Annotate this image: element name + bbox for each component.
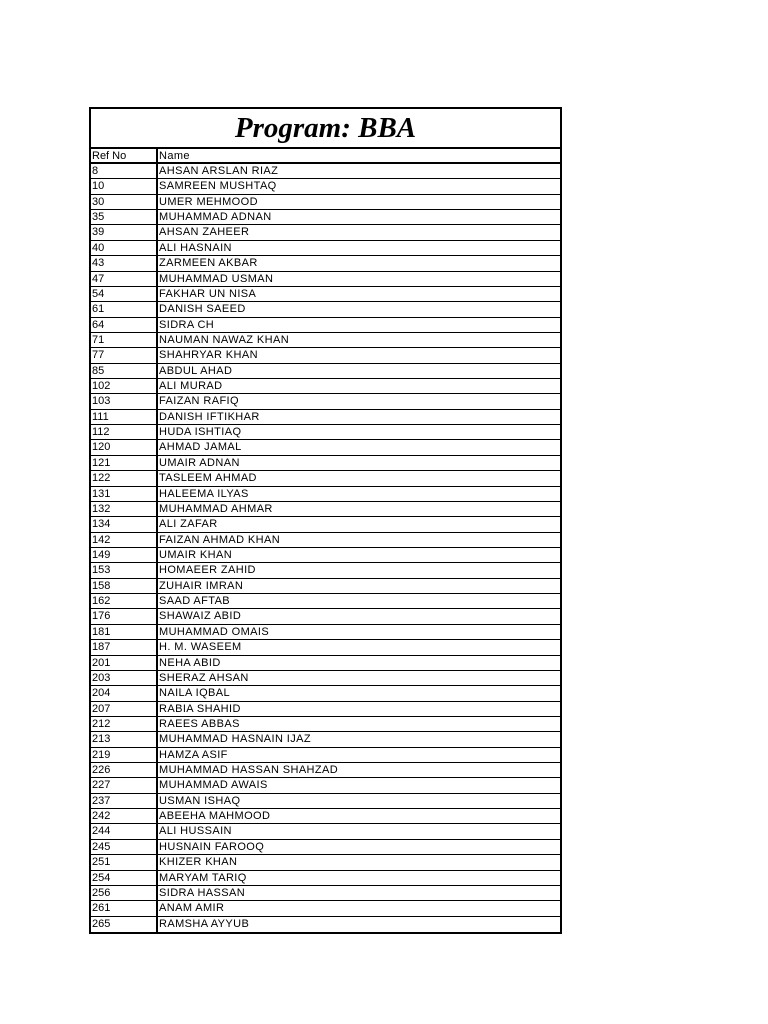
name-cell: AHSAN ZAHEER — [159, 226, 250, 239]
name-cell: MUHAMMAD HASNAIN IJAZ — [159, 733, 312, 746]
name-cell: SAAD AFTAB — [159, 595, 231, 608]
ref-no-cell: 131 — [91, 487, 158, 501]
ref-no-cell: 162 — [91, 594, 158, 608]
table-row — [91, 195, 560, 210]
table-row — [91, 855, 560, 870]
table-row — [91, 809, 560, 824]
ref-no-cell: 244 — [91, 824, 158, 838]
ref-no-cell: 120 — [91, 440, 158, 454]
name-cell: UMAIR ADNAN — [159, 456, 240, 469]
ref-no-cell: 71 — [91, 333, 158, 347]
ref-no-cell: 227 — [91, 778, 158, 792]
ref-no-cell: 121 — [91, 456, 158, 470]
table-row — [91, 502, 560, 517]
table-row — [91, 256, 560, 271]
name-cell: NAILA IQBAL — [159, 687, 231, 700]
name-cell: MUHAMMAD ADNAN — [159, 211, 272, 224]
name-cell: KHIZER KHAN — [159, 856, 238, 869]
ref-no-cell: 40 — [91, 241, 158, 255]
table-row — [91, 348, 560, 363]
ref-no-cell: 39 — [91, 225, 158, 239]
name-cell: AHSAN ARSLAN RIAZ — [159, 165, 279, 177]
ref-no-cell: 181 — [91, 625, 158, 639]
ref-no-cell: 251 — [91, 855, 158, 869]
table-row — [91, 379, 560, 394]
ref-no-cell: 77 — [91, 348, 158, 362]
table-row — [91, 364, 560, 379]
table-row — [91, 394, 560, 409]
ref-no-cell: 142 — [91, 533, 158, 547]
ref-no-cell: 158 — [91, 579, 158, 593]
table-row — [91, 640, 560, 655]
name-cell: MUHAMMAD HASSAN SHAHZAD — [159, 764, 339, 777]
name-cell: FAIZAN AHMAD KHAN — [159, 533, 281, 546]
name-cell: AHMAD JAMAL — [159, 441, 242, 454]
table-row — [91, 179, 560, 194]
ref-no-cell: 149 — [91, 548, 158, 562]
ref-no-cell: 134 — [91, 517, 158, 531]
ref-no-cell: 122 — [91, 471, 158, 485]
table-row — [91, 487, 560, 502]
ref-no-cell: 10 — [91, 179, 158, 193]
table-row — [91, 609, 560, 624]
table-row — [91, 579, 560, 594]
ref-no-cell: 245 — [91, 840, 158, 854]
table-row — [91, 471, 560, 486]
name-cell: SHERAZ AHSAN — [159, 671, 249, 684]
name-cell: ANAM AMIR — [159, 902, 225, 915]
ref-no-cell: 103 — [91, 394, 158, 408]
table-row — [91, 671, 560, 686]
ref-no-cell: 201 — [91, 656, 158, 670]
ref-no-cell: 61 — [91, 302, 158, 316]
name-cell: RABIA SHAHID — [159, 702, 241, 715]
name-cell: ALI HASNAIN — [159, 241, 232, 254]
table-row — [91, 717, 560, 732]
table-row — [91, 702, 560, 717]
name-cell: ALI MURAD — [159, 380, 223, 393]
table-row — [91, 302, 560, 317]
name-cell: SAMREEN MUSHTAQ — [159, 180, 277, 193]
name-cell: SHAHRYAR KHAN — [159, 349, 258, 362]
name-cell: NEHA ABID — [159, 656, 221, 669]
name-cell: MUHAMMAD AWAIS — [159, 779, 268, 792]
table-row — [91, 563, 560, 578]
name-cell: HUSNAIN FAROOQ — [159, 840, 265, 853]
table-row — [91, 533, 560, 548]
name-cell: ABDUL AHAD — [159, 364, 233, 377]
ref-no-cell: 35 — [91, 210, 158, 224]
name-cell: MUHAMMAD AHMAR — [159, 502, 273, 515]
table-row — [91, 686, 560, 701]
name-cell: UMAIR KHAN — [159, 548, 233, 561]
table-row — [91, 917, 560, 932]
ref-no-cell: 254 — [91, 871, 158, 885]
name-cell: H. M. WASEEM — [159, 641, 242, 654]
name-cell: SHAWAIZ ABID — [159, 610, 242, 623]
name-cell: RAEES ABBAS — [159, 717, 240, 730]
ref-no-cell: 132 — [91, 502, 158, 516]
name-cell: FAIZAN RAFIQ — [159, 395, 239, 408]
name-cell: ABEEHA MAHMOOD — [159, 810, 271, 823]
ref-no-cell: 219 — [91, 748, 158, 762]
table-row — [91, 594, 560, 609]
name-cell: ALI HUSSAIN — [159, 825, 232, 838]
page-title: Program: BBA — [91, 109, 560, 149]
ref-no-cell: 47 — [91, 272, 158, 286]
name-cell: TASLEEM AHMAD — [159, 472, 257, 485]
table-row — [91, 287, 560, 302]
ref-no-cell: 261 — [91, 901, 158, 915]
table-row — [91, 440, 560, 455]
name-cell: SIDRA HASSAN — [159, 886, 246, 899]
name-cell: UMER MEHMOOD — [159, 195, 258, 208]
table-row — [91, 548, 560, 563]
ref-no-cell: 8 — [91, 164, 158, 178]
ref-no-cell: 265 — [91, 917, 158, 932]
table-row — [91, 625, 560, 640]
name-cell: NAUMAN NAWAZ KHAN — [159, 333, 290, 346]
table-row — [91, 748, 560, 763]
ref-no-cell: 256 — [91, 886, 158, 900]
table-row — [91, 318, 560, 333]
table-row — [91, 763, 560, 778]
name-cell: MUHAMMAD OMAIS — [159, 625, 270, 638]
table-row — [91, 410, 560, 425]
ref-no-cell: 226 — [91, 763, 158, 777]
name-cell: MUHAMMAD USMAN — [159, 272, 274, 285]
ref-no-cell: 212 — [91, 717, 158, 731]
name-cell: ALI ZAFAR — [159, 518, 218, 531]
ref-no-cell: 237 — [91, 794, 158, 808]
ref-no-cell: 85 — [91, 364, 158, 378]
column-header-name: Name — [159, 150, 190, 162]
name-cell: HAMZA ASIF — [159, 748, 228, 761]
name-cell: FAKHAR UN NISA — [159, 287, 257, 300]
name-cell: HALEEMA ILYAS — [159, 487, 249, 500]
table-row — [91, 732, 560, 747]
table-row — [91, 778, 560, 793]
ref-no-cell: 54 — [91, 287, 158, 301]
table-body — [91, 164, 560, 932]
ref-no-cell: 111 — [91, 410, 158, 424]
name-cell: DANISH SAEED — [159, 303, 246, 316]
table-row — [91, 517, 560, 532]
ref-no-cell: 176 — [91, 609, 158, 623]
table-header-row — [91, 149, 560, 164]
ref-no-cell: 207 — [91, 702, 158, 716]
table-row — [91, 225, 560, 240]
table-row — [91, 272, 560, 287]
table-row — [91, 164, 560, 179]
table-row — [91, 425, 560, 440]
ref-no-cell: 43 — [91, 256, 158, 270]
name-cell: ZUHAIR IMRAN — [159, 579, 244, 592]
name-cell: HUDA ISHTIAQ — [159, 426, 242, 439]
ref-no-cell: 204 — [91, 686, 158, 700]
name-cell: ZARMEEN AKBAR — [159, 257, 258, 270]
table-row — [91, 886, 560, 901]
table-row — [91, 871, 560, 886]
ref-no-cell: 153 — [91, 563, 158, 577]
table-row — [91, 656, 560, 671]
column-header-ref-no: Ref No — [91, 149, 158, 162]
name-cell: MARYAM TARIQ — [159, 871, 247, 884]
table-row — [91, 901, 560, 916]
ref-no-cell: 64 — [91, 318, 158, 332]
ref-no-cell: 30 — [91, 195, 158, 209]
table-row — [91, 794, 560, 809]
ref-no-cell: 242 — [91, 809, 158, 823]
name-cell: DANISH IFTIKHAR — [159, 410, 260, 423]
ref-no-cell: 213 — [91, 732, 158, 746]
student-table — [89, 107, 562, 934]
name-cell: SIDRA CH — [159, 318, 215, 331]
ref-no-cell: 187 — [91, 640, 158, 654]
ref-no-cell: 203 — [91, 671, 158, 685]
table-row — [91, 241, 560, 256]
table-row — [91, 333, 560, 348]
ref-no-cell: 112 — [91, 425, 158, 439]
table-row — [91, 210, 560, 225]
table-row — [91, 824, 560, 839]
name-cell: USMAN ISHAQ — [159, 794, 241, 807]
name-cell: RAMSHA AYYUB — [159, 917, 250, 930]
ref-no-cell: 102 — [91, 379, 158, 393]
table-row — [91, 456, 560, 471]
table-row — [91, 840, 560, 855]
name-cell: HOMAEER ZAHID — [159, 564, 256, 577]
